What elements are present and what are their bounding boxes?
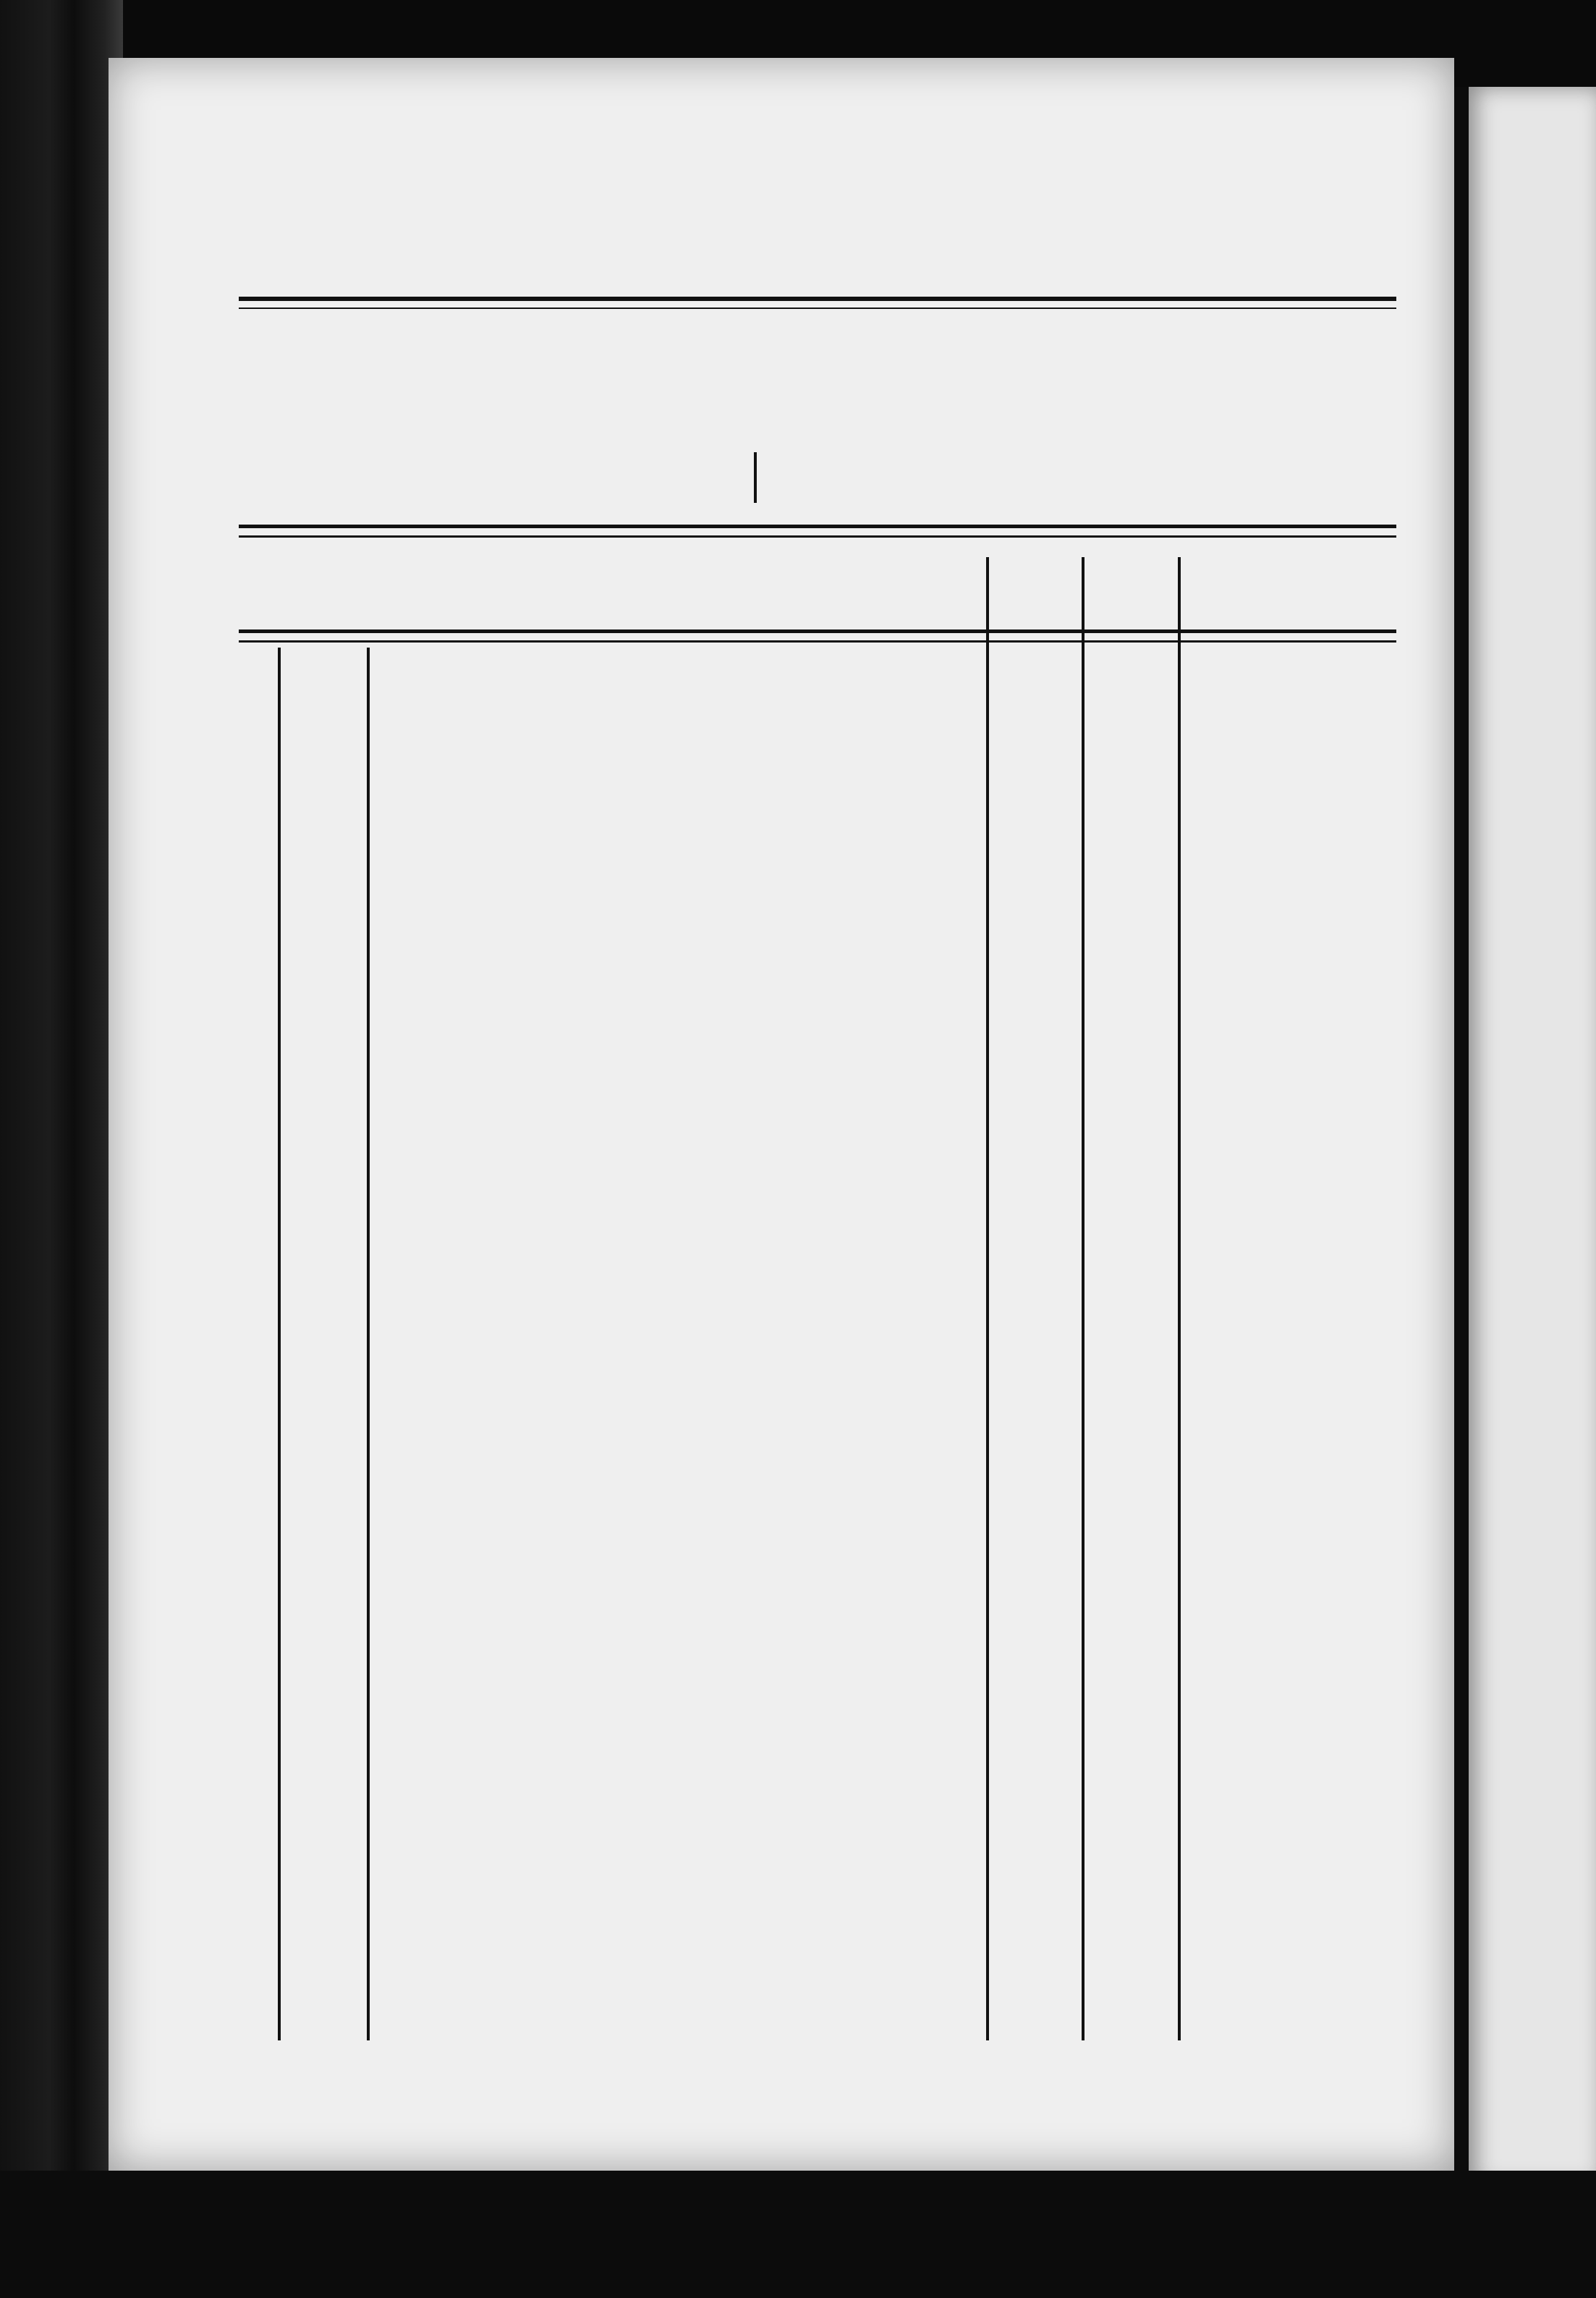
col-divider-sunset — [1178, 557, 1181, 2040]
col-divider-memo — [986, 557, 989, 2040]
next-page-edge — [1469, 87, 1596, 2185]
book-binding-left — [0, 0, 123, 2298]
phases-divider — [754, 452, 757, 503]
header-rule-bottom-2 — [239, 640, 1396, 643]
title-rule-thin — [239, 308, 1396, 309]
col-divider-dots — [367, 648, 370, 2040]
scan-bottom-border — [0, 2171, 1596, 2298]
header-rule-bottom-1 — [239, 629, 1396, 633]
col-divider-weekday — [278, 648, 281, 2040]
header-rule-top-1 — [239, 525, 1396, 528]
almanac-page — [109, 58, 1454, 2171]
col-divider-sunrise — [1082, 557, 1084, 2040]
title-rule-thick — [239, 297, 1396, 301]
header-rule-top-2 — [239, 535, 1396, 538]
